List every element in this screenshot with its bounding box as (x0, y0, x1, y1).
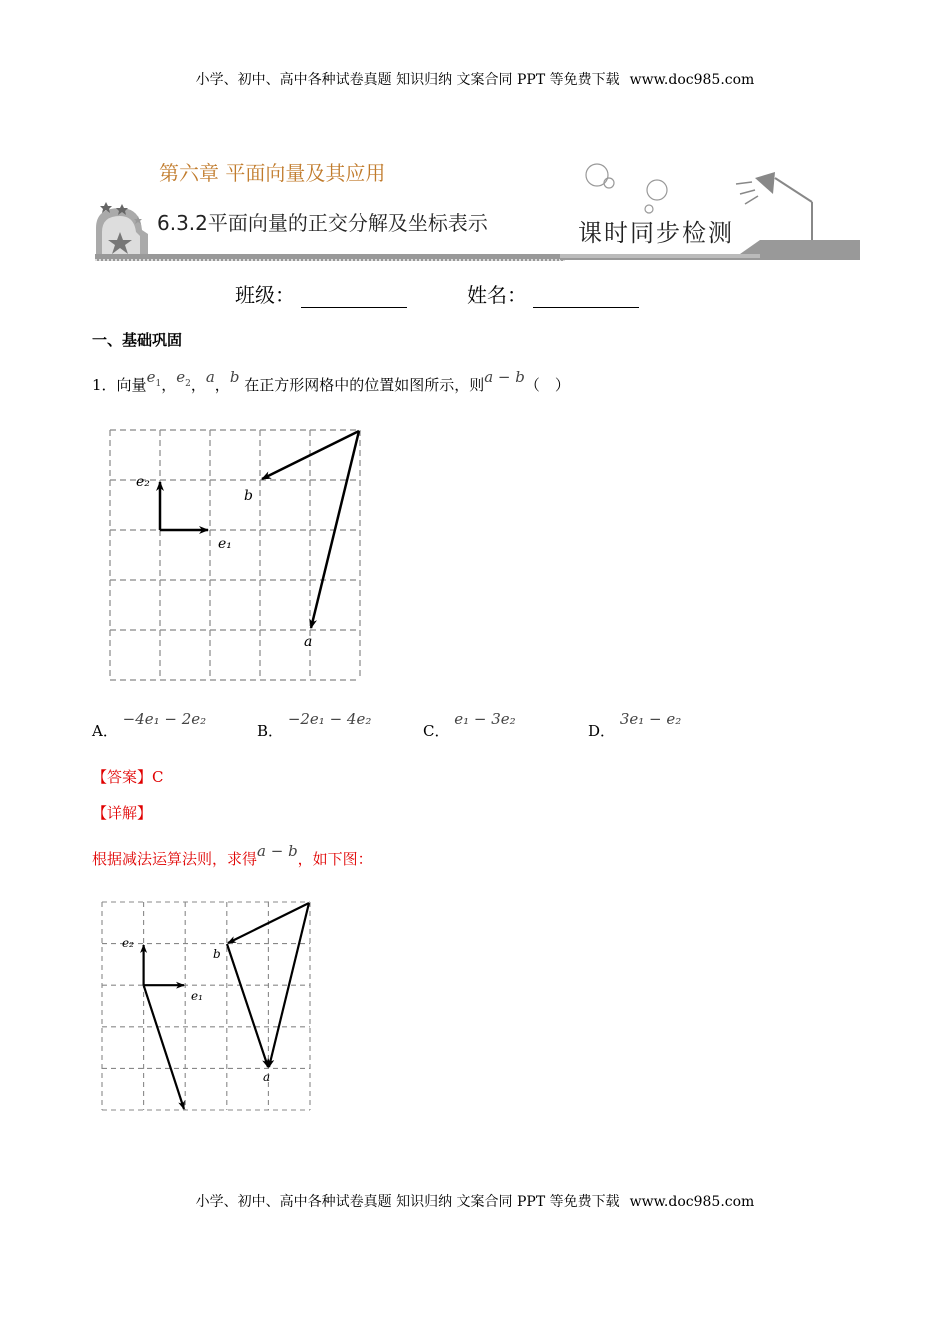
section-title: 一、基础巩固 (92, 331, 183, 349)
label-e2: e₂ (136, 474, 150, 490)
class-blank[interactable] (301, 287, 407, 308)
label-b: b (244, 488, 253, 504)
star-badge-icon (92, 198, 154, 262)
label-b: b (213, 947, 221, 961)
var-a: a (205, 368, 215, 386)
option-d-expr: 3e₁ − e₂ (619, 710, 682, 728)
vector-a-minus-b (227, 944, 268, 1067)
answer (92, 766, 164, 787)
option-c-expr: e₁ − 3e₂ (454, 710, 516, 728)
header-url[interactable]: www.doc985.com (629, 72, 755, 88)
question-1: 1．向量$e_1$，$e_2$，a，b 在正方形网格中的位置如图所示，则a − b（ ） (92, 368, 570, 394)
vector-a-minus-b-origin (144, 985, 184, 1109)
solution-figure (95, 895, 325, 1120)
footer-banner-text: 小学、初中、高中各种试卷真题 知识归纳 文案合同 PPT 等免费下载 (195, 1194, 620, 1210)
option-d-label: D． (588, 722, 616, 740)
class-label: 班级： (235, 283, 295, 307)
explanation (92, 842, 373, 869)
option-d[interactable] (588, 710, 682, 740)
name-field[interactable] (467, 279, 639, 308)
var-e2: $e_2$ (176, 368, 191, 389)
option-a-expr: −4e₁ − 2e₂ (122, 710, 207, 728)
option-c-label: C． (423, 722, 450, 740)
option-b[interactable] (257, 710, 372, 740)
label-a: a (263, 1070, 271, 1084)
header-banner (0, 69, 950, 89)
explanation-suffix: ，如下图： (297, 850, 373, 868)
answer-label: 【答案】 (92, 768, 153, 786)
var-e1: $e_1$ (146, 368, 162, 389)
option-b-label: B． (257, 722, 284, 740)
question-figure (100, 420, 380, 690)
answer-value: C (152, 768, 164, 786)
name-blank[interactable] (533, 287, 639, 308)
label-e2: e₂ (122, 936, 134, 950)
option-a[interactable] (92, 710, 207, 740)
question-prefix: 向量 (116, 376, 147, 394)
grid (110, 430, 360, 680)
var-b: b (229, 368, 240, 386)
lesson-title: 6.3.2平面向量的正交分解及坐标表示 (157, 211, 488, 235)
footer-banner (0, 1191, 950, 1211)
label-e1: e₁ (218, 536, 232, 552)
question-expr: a − b (484, 368, 525, 386)
question-paren: （ ） (524, 376, 570, 394)
detail-label: 【详解】 (92, 804, 153, 822)
option-b-expr: −2e₁ − 4e₂ (287, 710, 372, 728)
chapter-title: 第六章 平面向量及其应用 (159, 161, 386, 185)
class-field[interactable] (235, 279, 407, 308)
question-text: 在正方形网格中的位置如图所示，则 (244, 376, 485, 394)
footer-url[interactable]: www.doc985.com (629, 1194, 755, 1210)
header-banner-text: 小学、初中、高中各种试卷真题 知识归纳 文案合同 PPT 等免费下载 (195, 72, 620, 88)
title-divider (95, 254, 565, 261)
option-c[interactable] (423, 710, 516, 740)
grid (102, 902, 310, 1110)
banner-label: 课时同步检测 (578, 219, 734, 247)
label-a: a (304, 634, 313, 650)
vector-b (228, 903, 309, 943)
explanation-expr: a − b (257, 842, 298, 860)
label-e1: e₁ (191, 989, 203, 1003)
explanation-text: 根据减法运算法则，求得 (92, 850, 258, 868)
question-number: 1． (92, 376, 117, 394)
option-a-label: A． (92, 722, 118, 740)
name-label: 姓名： (467, 283, 527, 307)
